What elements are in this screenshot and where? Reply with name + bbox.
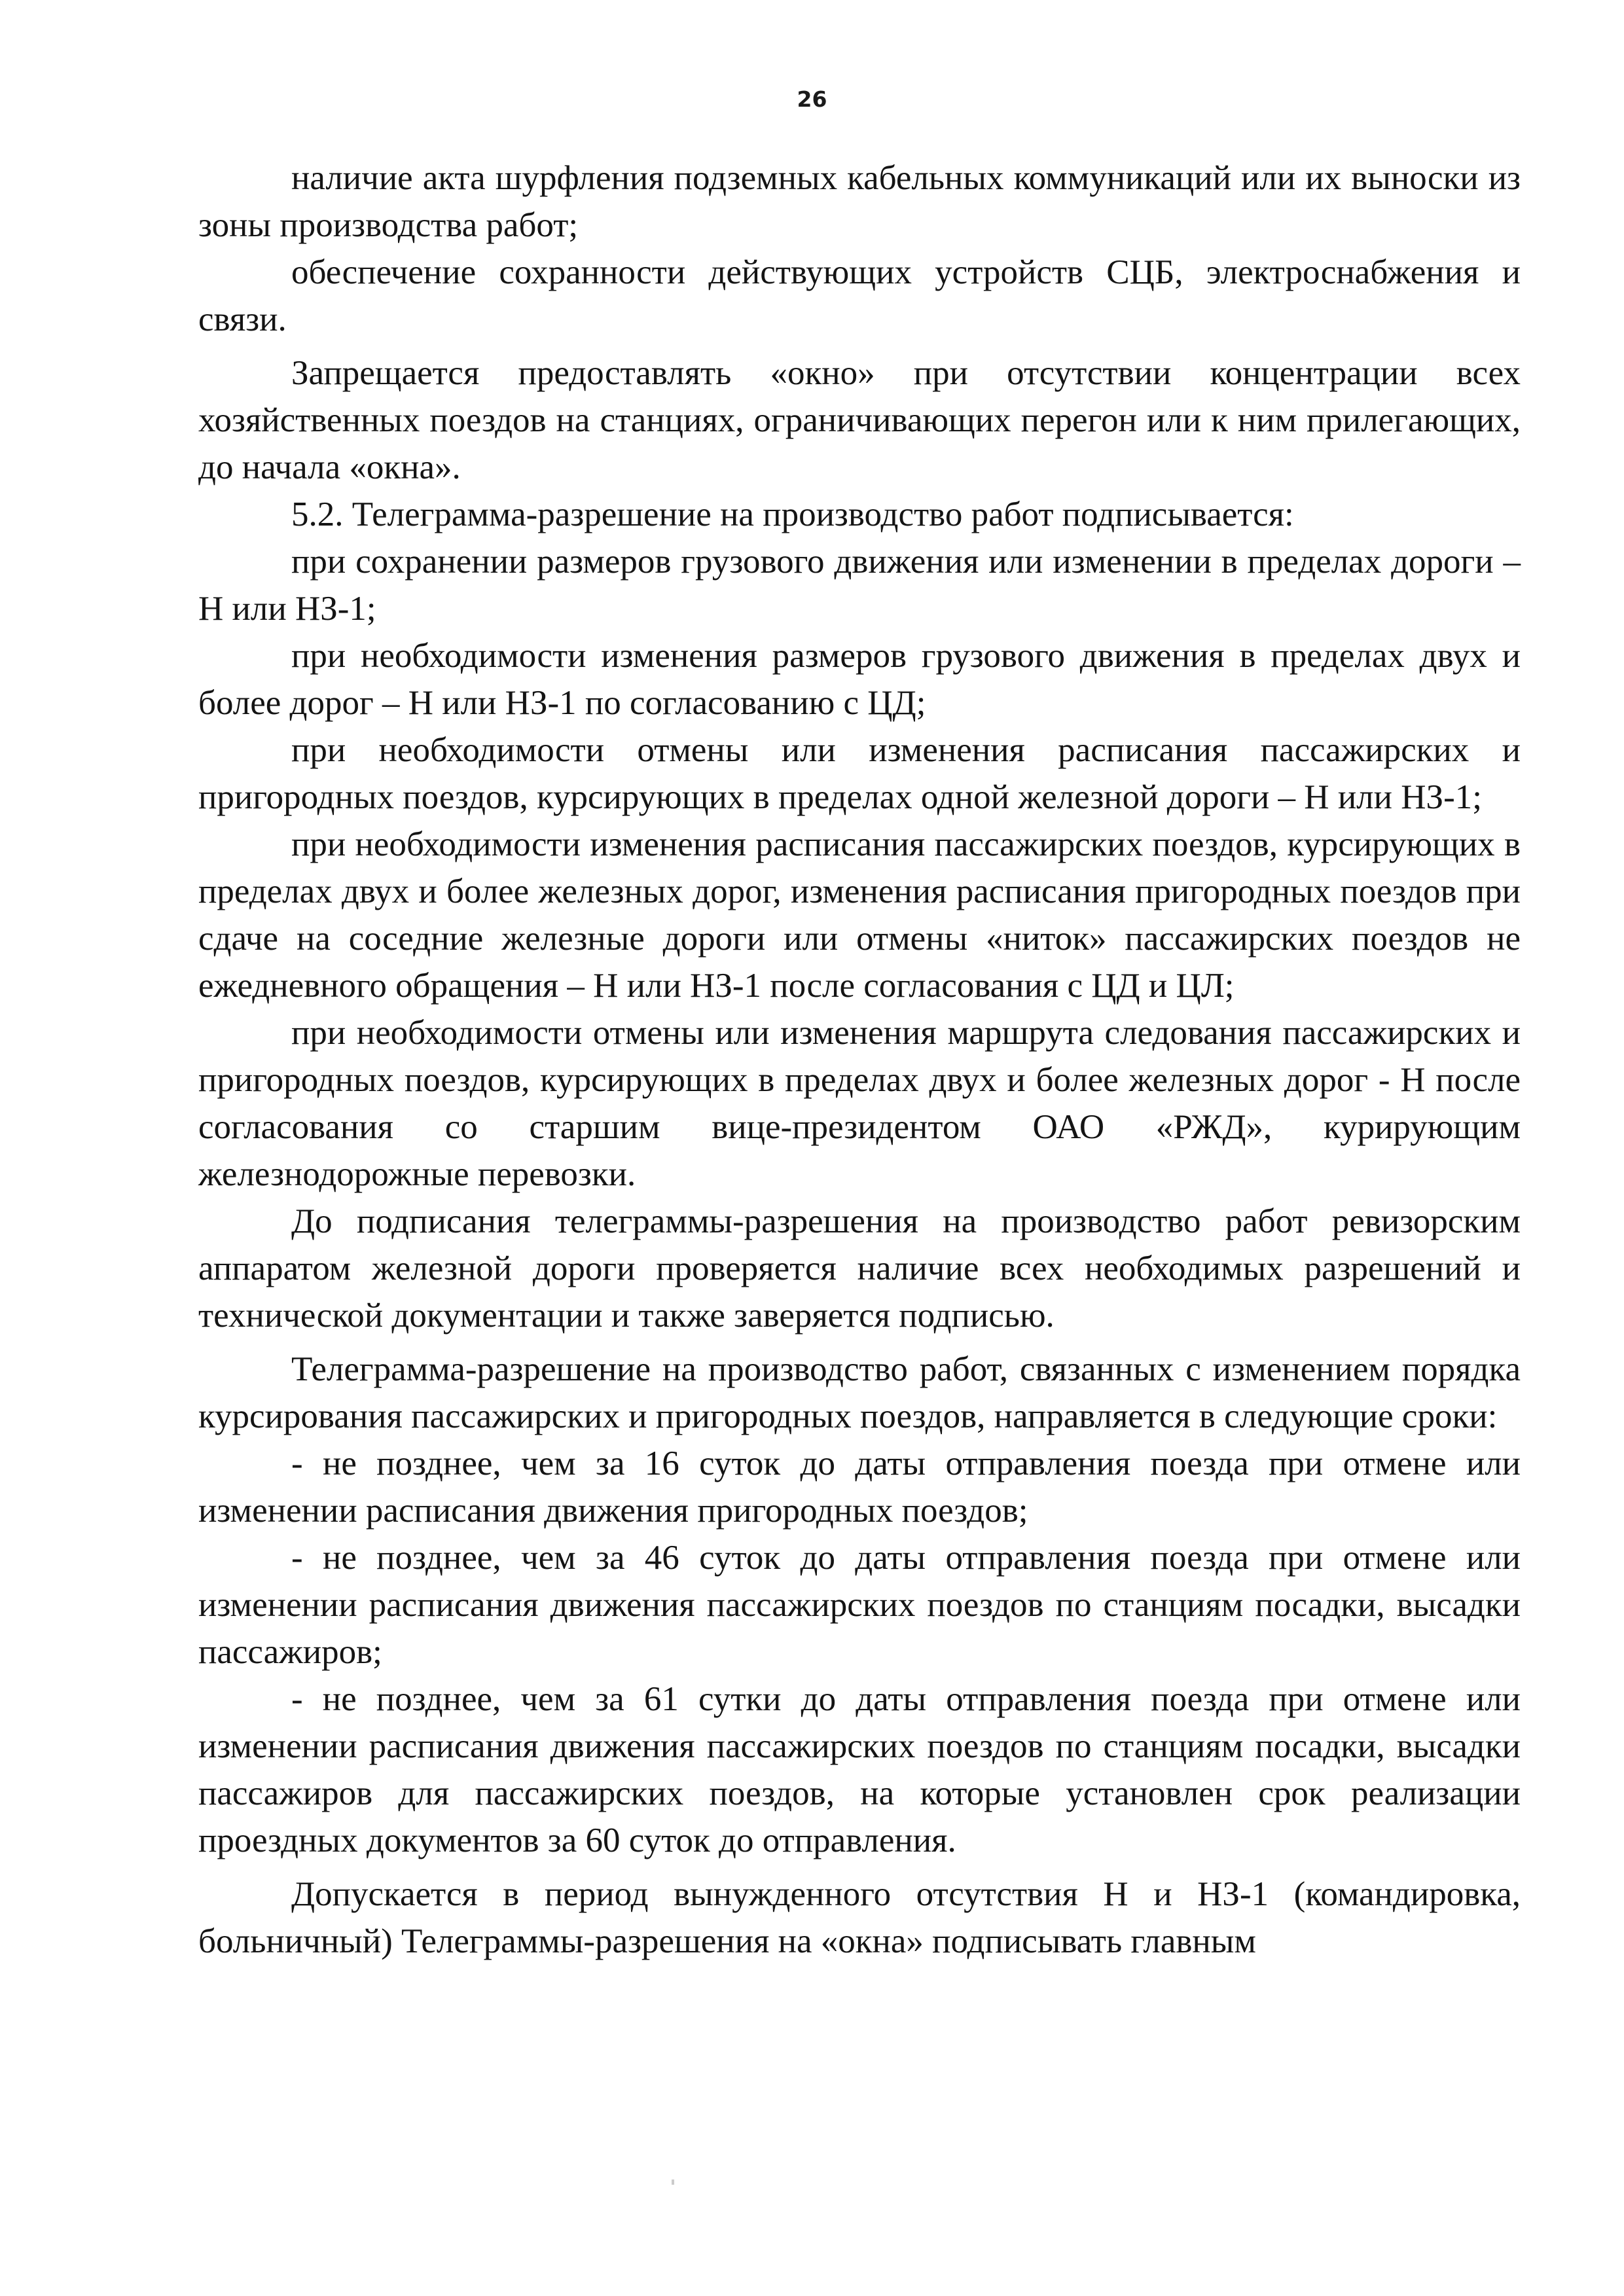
document-body <box>198 154 1521 1965</box>
paragraph: обеспечение сохранности действующих устройств СЦБ, электроснабжения и связи. <box>198 253 1521 338</box>
paragraph: при необходимости изменения расписания пассажирских поездов, курсирующих в пределах двух и более железных дорог, изменения расписания пригородных поездов при сдаче на соседние железные дороги или отмены «ниток» пассажирских поездов не ежедневного обращения – Н или НЗ-1 после согласования с ЦД и ЦЛ; <box>198 825 1521 1005</box>
paragraph: До подписания телеграммы-разрешения на производство работ ревизорским аппаратом железной дороги проверяется наличие всех необходимых разрешений и технической документации и также заверяется подписью. <box>198 1202 1521 1335</box>
paragraph: при необходимости отмены или изменения расписания пассажирских и пригородных поездов, курсирующих в пределах одной железной дороги – Н или НЗ-1; <box>198 731 1521 816</box>
paragraph: наличие акта шурфления подземных кабельных коммуникаций или их выноски из зоны производства работ; <box>198 159 1521 244</box>
paragraph: Телеграмма-разрешение на производство работ, связанных с изменением порядка курсирования пассажирских и пригородных поездов, направляется в следующие сроки: <box>198 1350 1521 1435</box>
scan-artifact <box>672 2179 674 2185</box>
paragraph: при необходимости отмены или изменения маршрута следования пассажирских и пригородных поездов, курсирующих в пределах двух и более железных дорог - Н после согласования со старшим вице-президентом ОАО «РЖД», курирующим железнодорожные перевозки. <box>198 1014 1521 1193</box>
paragraph: при необходимости изменения размеров грузового движения в пределах двух и более дорог – Н или НЗ-1 по согласованию с ЦД; <box>198 637 1521 722</box>
list-item: - не позднее, чем за 46 суток до даты отправления поезда при отмене или изменении расписания движения пассажирских поездов по станциям посадки, высадки пассажиров; <box>198 1539 1521 1671</box>
paragraph: Запрещается предоставлять «окно» при отсутствии концентрации всех хозяйственных поездов на станциях, ограничивающих перегон или к ним прилегающих, до начала «окна». <box>198 354 1521 486</box>
section-heading: 5.2. Телеграмма-разрешение на производство работ подписывается: <box>291 495 1294 533</box>
paragraph: при сохранении размеров грузового движения или изменении в пределах дороги – Н или НЗ-1; <box>198 543 1521 628</box>
list-item: - не позднее, чем за 16 суток до даты отправления поезда при отмене или изменении расписания движения пригородных поездов; <box>198 1444 1521 1530</box>
page-number: 26 <box>797 86 827 112</box>
paragraph: Допускается в период вынужденного отсутствия Н и НЗ-1 (командировка, больничный) Телеграммы-разрешения на «окна» подписывать главным <box>198 1875 1521 1960</box>
list-item: - не позднее, чем за 61 сутки до даты отправления поезда при отмене или изменении расписания движения пассажирских поездов по станциям посадки, высадки пассажиров для пассажирских поездов, на которые установлен срок реализации проездных документов за 60 суток до отправления. <box>198 1680 1521 1859</box>
